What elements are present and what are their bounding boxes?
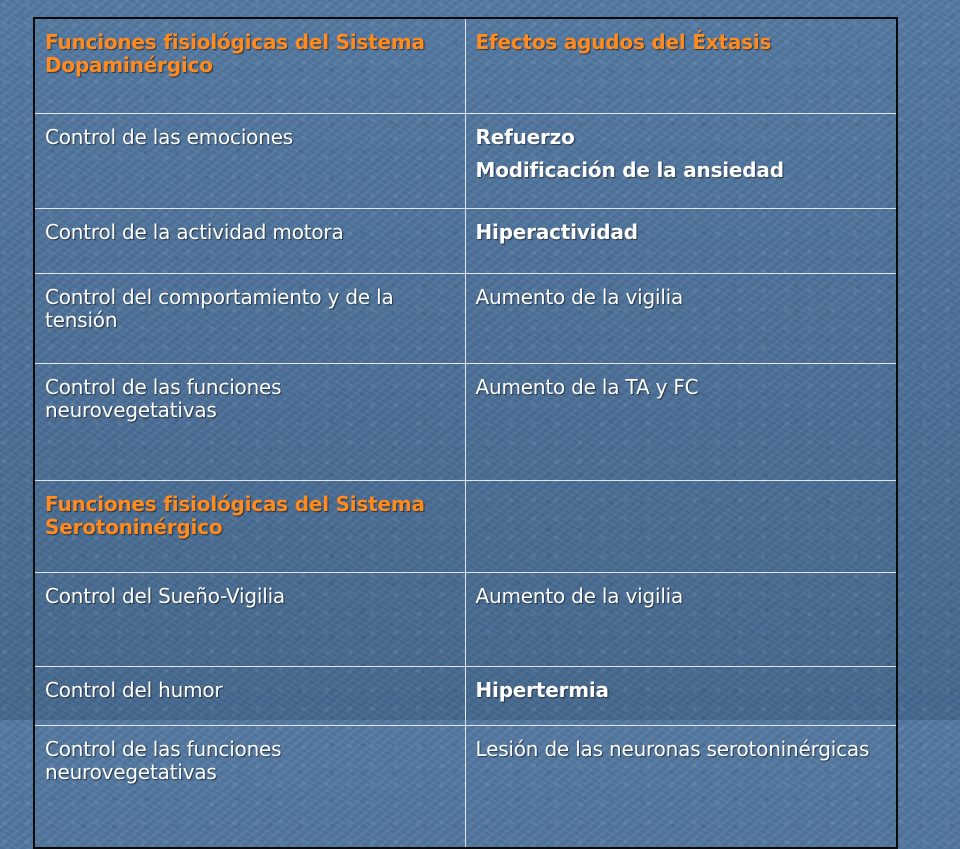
function-cell: Control de las funciones neurovegetativas [34, 726, 465, 849]
effect-cell [465, 274, 897, 364]
header-cell-serotonin-functions: Funciones fisiológicas del Sistema Serotoninérgico [34, 481, 465, 573]
cell-line: Modificación de la ansiedad [475, 158, 784, 182]
cell-line: Hiperactividad [475, 220, 638, 244]
table-row [34, 209, 897, 274]
function-cell: Control del Sueño-Vigilia [34, 573, 465, 667]
cell-line: Hipertermia [475, 678, 609, 702]
empty-cell [465, 481, 897, 573]
cell-line: Aumento de la vigilia [475, 584, 684, 608]
effect-cell [465, 114, 897, 209]
comparison-table [33, 17, 898, 849]
cell-line: Aumento de la vigilia [475, 285, 684, 309]
table-row [34, 667, 897, 726]
table-row [34, 573, 897, 667]
function-cell: Control del humor [34, 667, 465, 726]
cell-line: Aumento de la TA y FC [475, 375, 699, 399]
cell-line: Efectos agudos del Éxtasis [475, 30, 772, 54]
effect-cell [465, 573, 897, 667]
cell-line: Lesión de las neuronas serotoninérgicas [475, 737, 870, 761]
function-cell: Control de las emociones [34, 114, 465, 209]
function-cell: Control de la actividad motora [34, 209, 465, 274]
table-header-row-dopamine [34, 18, 897, 114]
effect-cell [465, 209, 897, 274]
table-header-row-serotonin [34, 481, 897, 573]
effect-cell [465, 726, 897, 849]
header-cell-ecstasy-effects [465, 18, 897, 114]
table-row [34, 364, 897, 481]
effect-cell [465, 364, 897, 481]
function-cell: Control del comportamiento y de la tensión [34, 274, 465, 364]
header-cell-dopamine-functions: Funciones fisiológicas del Sistema Dopaminérgico [34, 18, 465, 114]
table-row [34, 114, 897, 209]
function-cell: Control de las funciones neurovegetativas [34, 364, 465, 481]
table-row [34, 274, 897, 364]
cell-line: Refuerzo [475, 125, 575, 149]
effect-cell [465, 667, 897, 726]
table-row [34, 726, 897, 849]
